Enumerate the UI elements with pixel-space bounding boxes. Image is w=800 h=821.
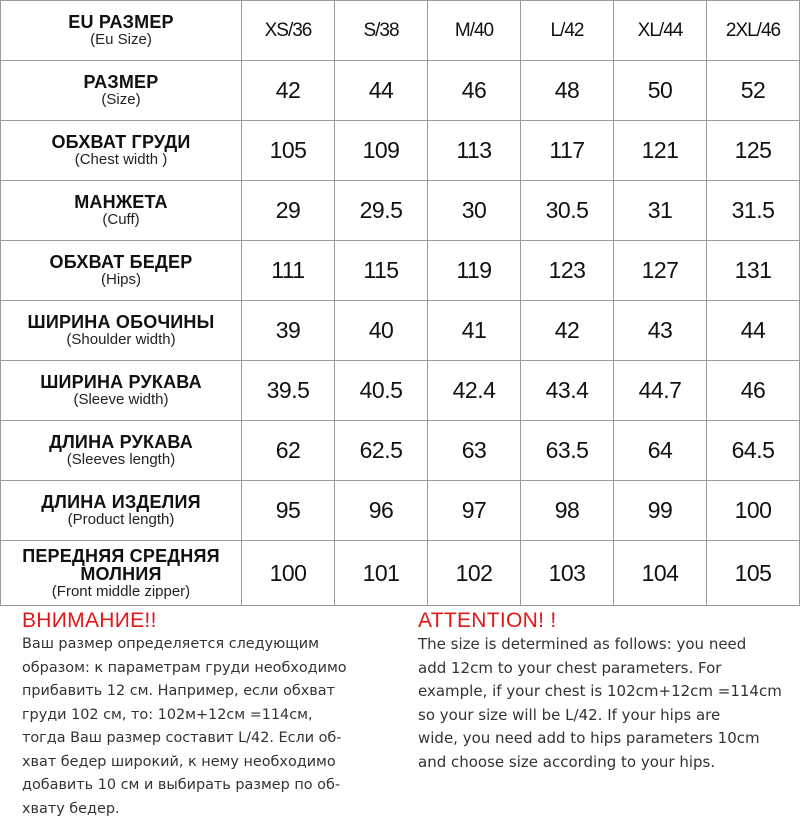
cell-value: 31 [647, 197, 673, 223]
cell-value: 42 [554, 317, 580, 343]
note-english [418, 605, 798, 774]
value-cell [707, 121, 800, 181]
cell-value: 98 [554, 497, 580, 523]
cell-value: 100 [734, 497, 772, 523]
cell-value: 64.5 [731, 437, 775, 463]
cell-value: 39 [275, 317, 301, 343]
row-label-cell [1, 121, 242, 181]
cell-value: 39.5 [266, 377, 310, 403]
cell-value: 111 [271, 257, 305, 283]
row-sublabel: (Sleeve width) [73, 391, 169, 408]
table-row [1, 481, 800, 541]
header-row [1, 1, 800, 61]
value-cell [428, 241, 521, 301]
cell-value: 64 [647, 437, 673, 463]
cell-value: 46 [461, 77, 487, 103]
value-cell [521, 241, 614, 301]
value-cell [335, 421, 428, 481]
row-label-cell [1, 421, 242, 481]
value-cell [242, 361, 335, 421]
value-cell [614, 301, 707, 361]
cell-value: 52 [740, 77, 766, 103]
cell-value: 103 [548, 559, 586, 586]
value-cell [335, 301, 428, 361]
cell-value: 117 [549, 137, 585, 163]
value-cell [428, 121, 521, 181]
row-sublabel: (Size) [101, 91, 141, 108]
header-size-cell [428, 1, 521, 61]
size-code: 2XL/46 [725, 19, 781, 41]
row-label-cell [1, 481, 242, 541]
cell-value: 41 [461, 317, 487, 343]
row-label-cell [1, 541, 242, 606]
row-label-cell [1, 361, 242, 421]
row-sublabel: (Sleeves length) [66, 451, 176, 468]
row-sublabel: (Front middle zipper) [51, 582, 191, 600]
value-cell [614, 241, 707, 301]
value-cell [428, 61, 521, 121]
value-cell [707, 361, 800, 421]
cell-value: 121 [641, 137, 679, 163]
cell-value: 40.5 [359, 377, 403, 403]
header-size-cell [707, 1, 800, 61]
note-body-en: The size is determined as follows: you need add 12cm to your chest parameters. For example, if your chest is 102cm+12cm =114cm so your size will be L/42. If your hips are wide, you need add to hips parameters 10cm and choose size according to your hips. [418, 635, 782, 771]
row-label: ДЛИНА ИЗДЕЛИЯ [41, 492, 201, 512]
row-sublabel: (Cuff) [102, 211, 140, 228]
cell-value: 123 [548, 257, 586, 283]
value-cell [707, 541, 800, 606]
row-label: ОБХВАТ ГРУДИ [51, 132, 191, 152]
value-cell [242, 121, 335, 181]
value-cell [614, 361, 707, 421]
value-cell [614, 61, 707, 121]
value-cell [242, 241, 335, 301]
cell-value: 105 [269, 137, 307, 163]
cell-value: 50 [647, 77, 673, 103]
value-cell [242, 421, 335, 481]
cell-value: 109 [362, 137, 400, 163]
cell-value: 127 [641, 257, 679, 283]
size-code: M/40 [454, 19, 494, 41]
value-cell [521, 541, 614, 606]
cell-value: 62.5 [359, 437, 403, 463]
value-cell [521, 361, 614, 421]
value-cell [707, 301, 800, 361]
row-sublabel: (Shoulder width) [66, 331, 176, 348]
cell-value: 46 [740, 377, 766, 403]
cell-value: 48 [554, 77, 580, 103]
value-cell [335, 481, 428, 541]
value-cell [707, 181, 800, 241]
header-size-cell [614, 1, 707, 61]
note-title-ru: ВНИМАНИЕ!! [22, 609, 157, 632]
value-cell [521, 301, 614, 361]
value-cell [707, 61, 800, 121]
cell-value: 42.4 [452, 377, 496, 403]
note-body-ru: Ваш размер определяется следующим образом: к параметрам груди необходимо прибавить 12 см. Например, если обхват груди 102 см, то: 102м+12см =114см, тогда Ваш размер составит L/42. Если об- хват бедер широкий, к нему необходимо добавить 10 см и выбирать размер по об- хвату бедер. [22, 636, 347, 817]
cell-value: 29 [275, 197, 301, 223]
row-label: ПЕРЕДНЯЯ СРЕДНЯЯ МОЛНИЯ [22, 545, 220, 584]
cell-value: 43.4 [545, 377, 589, 403]
table-row [1, 61, 800, 121]
cell-value: 40 [368, 317, 394, 343]
row-sublabel: (Hips) [101, 271, 141, 288]
table-row [1, 541, 800, 606]
size-code: L/42 [550, 19, 584, 41]
note-title-en: ATTENTION! ! [418, 609, 557, 632]
cell-value: 104 [641, 559, 679, 586]
cell-value: 105 [734, 559, 772, 586]
cell-value: 113 [456, 137, 492, 163]
table-row [1, 301, 800, 361]
value-cell [614, 541, 707, 606]
value-cell [428, 421, 521, 481]
row-label: ДЛИНА РУКАВА [49, 432, 193, 452]
size-chart-body [1, 1, 800, 606]
row-label-cell [1, 181, 242, 241]
cell-value: 44.7 [638, 377, 682, 403]
value-cell [614, 421, 707, 481]
value-cell [614, 481, 707, 541]
row-label: ОБХВАТ БЕДЕР [49, 252, 193, 272]
cell-value: 43 [647, 317, 673, 343]
value-cell [521, 61, 614, 121]
size-code: XS/36 [264, 19, 312, 41]
value-cell [428, 361, 521, 421]
table-row [1, 181, 800, 241]
value-cell [521, 181, 614, 241]
value-cell [428, 481, 521, 541]
cell-value: 102 [455, 559, 493, 586]
row-label: EU РАЗМЕР [68, 12, 174, 32]
row-label: ШИРИНА РУКАВА [40, 372, 202, 392]
notes-section [0, 605, 800, 817]
cell-value: 29.5 [359, 197, 403, 223]
row-label: МАНЖЕТА [74, 192, 168, 212]
value-cell [242, 61, 335, 121]
value-cell [521, 121, 614, 181]
cell-value: 63.5 [545, 437, 589, 463]
row-sublabel: (Eu Size) [90, 31, 152, 48]
cell-value: 119 [456, 257, 492, 283]
value-cell [707, 481, 800, 541]
cell-value: 101 [362, 559, 400, 586]
header-size-cell [335, 1, 428, 61]
cell-value: 44 [740, 317, 766, 343]
cell-value: 42 [275, 77, 301, 103]
value-cell [707, 241, 800, 301]
table-row [1, 361, 800, 421]
value-cell [335, 241, 428, 301]
value-cell [335, 361, 428, 421]
value-cell [335, 181, 428, 241]
size-code: XL/44 [637, 19, 683, 41]
size-code: S/38 [363, 19, 399, 41]
cell-value: 44 [368, 77, 394, 103]
header-size-cell [242, 1, 335, 61]
table-row [1, 241, 800, 301]
cell-value: 99 [647, 497, 673, 523]
row-label: ШИРИНА ОБОЧИНЫ [27, 312, 215, 332]
row-sublabel: (Chest width ) [74, 151, 168, 168]
cell-value: 97 [461, 497, 487, 523]
header-label-cell [1, 1, 242, 61]
cell-value: 125 [734, 137, 772, 163]
cell-value: 96 [368, 497, 394, 523]
value-cell [707, 421, 800, 481]
value-cell [242, 181, 335, 241]
value-cell [242, 301, 335, 361]
value-cell [335, 541, 428, 606]
row-sublabel: (Product length) [67, 511, 175, 528]
value-cell [335, 61, 428, 121]
note-russian [22, 605, 407, 821]
value-cell [521, 481, 614, 541]
row-label: РАЗМЕР [83, 72, 159, 92]
value-cell [428, 301, 521, 361]
value-cell [614, 181, 707, 241]
cell-value: 95 [275, 497, 301, 523]
value-cell [335, 121, 428, 181]
cell-value: 30 [461, 197, 487, 223]
row-label-cell [1, 61, 242, 121]
value-cell [242, 481, 335, 541]
table-row [1, 121, 800, 181]
row-label-cell [1, 301, 242, 361]
cell-value: 31.5 [731, 197, 775, 223]
value-cell [521, 421, 614, 481]
value-cell [428, 541, 521, 606]
table-row [1, 421, 800, 481]
cell-value: 30.5 [545, 197, 589, 223]
cell-value: 63 [461, 437, 487, 463]
cell-value: 115 [363, 257, 399, 283]
value-cell [614, 121, 707, 181]
header-size-cell [521, 1, 614, 61]
cell-value: 62 [275, 437, 301, 463]
cell-value: 100 [269, 559, 307, 586]
value-cell [242, 541, 335, 606]
value-cell [428, 181, 521, 241]
cell-value: 131 [734, 257, 772, 283]
row-label-cell [1, 241, 242, 301]
